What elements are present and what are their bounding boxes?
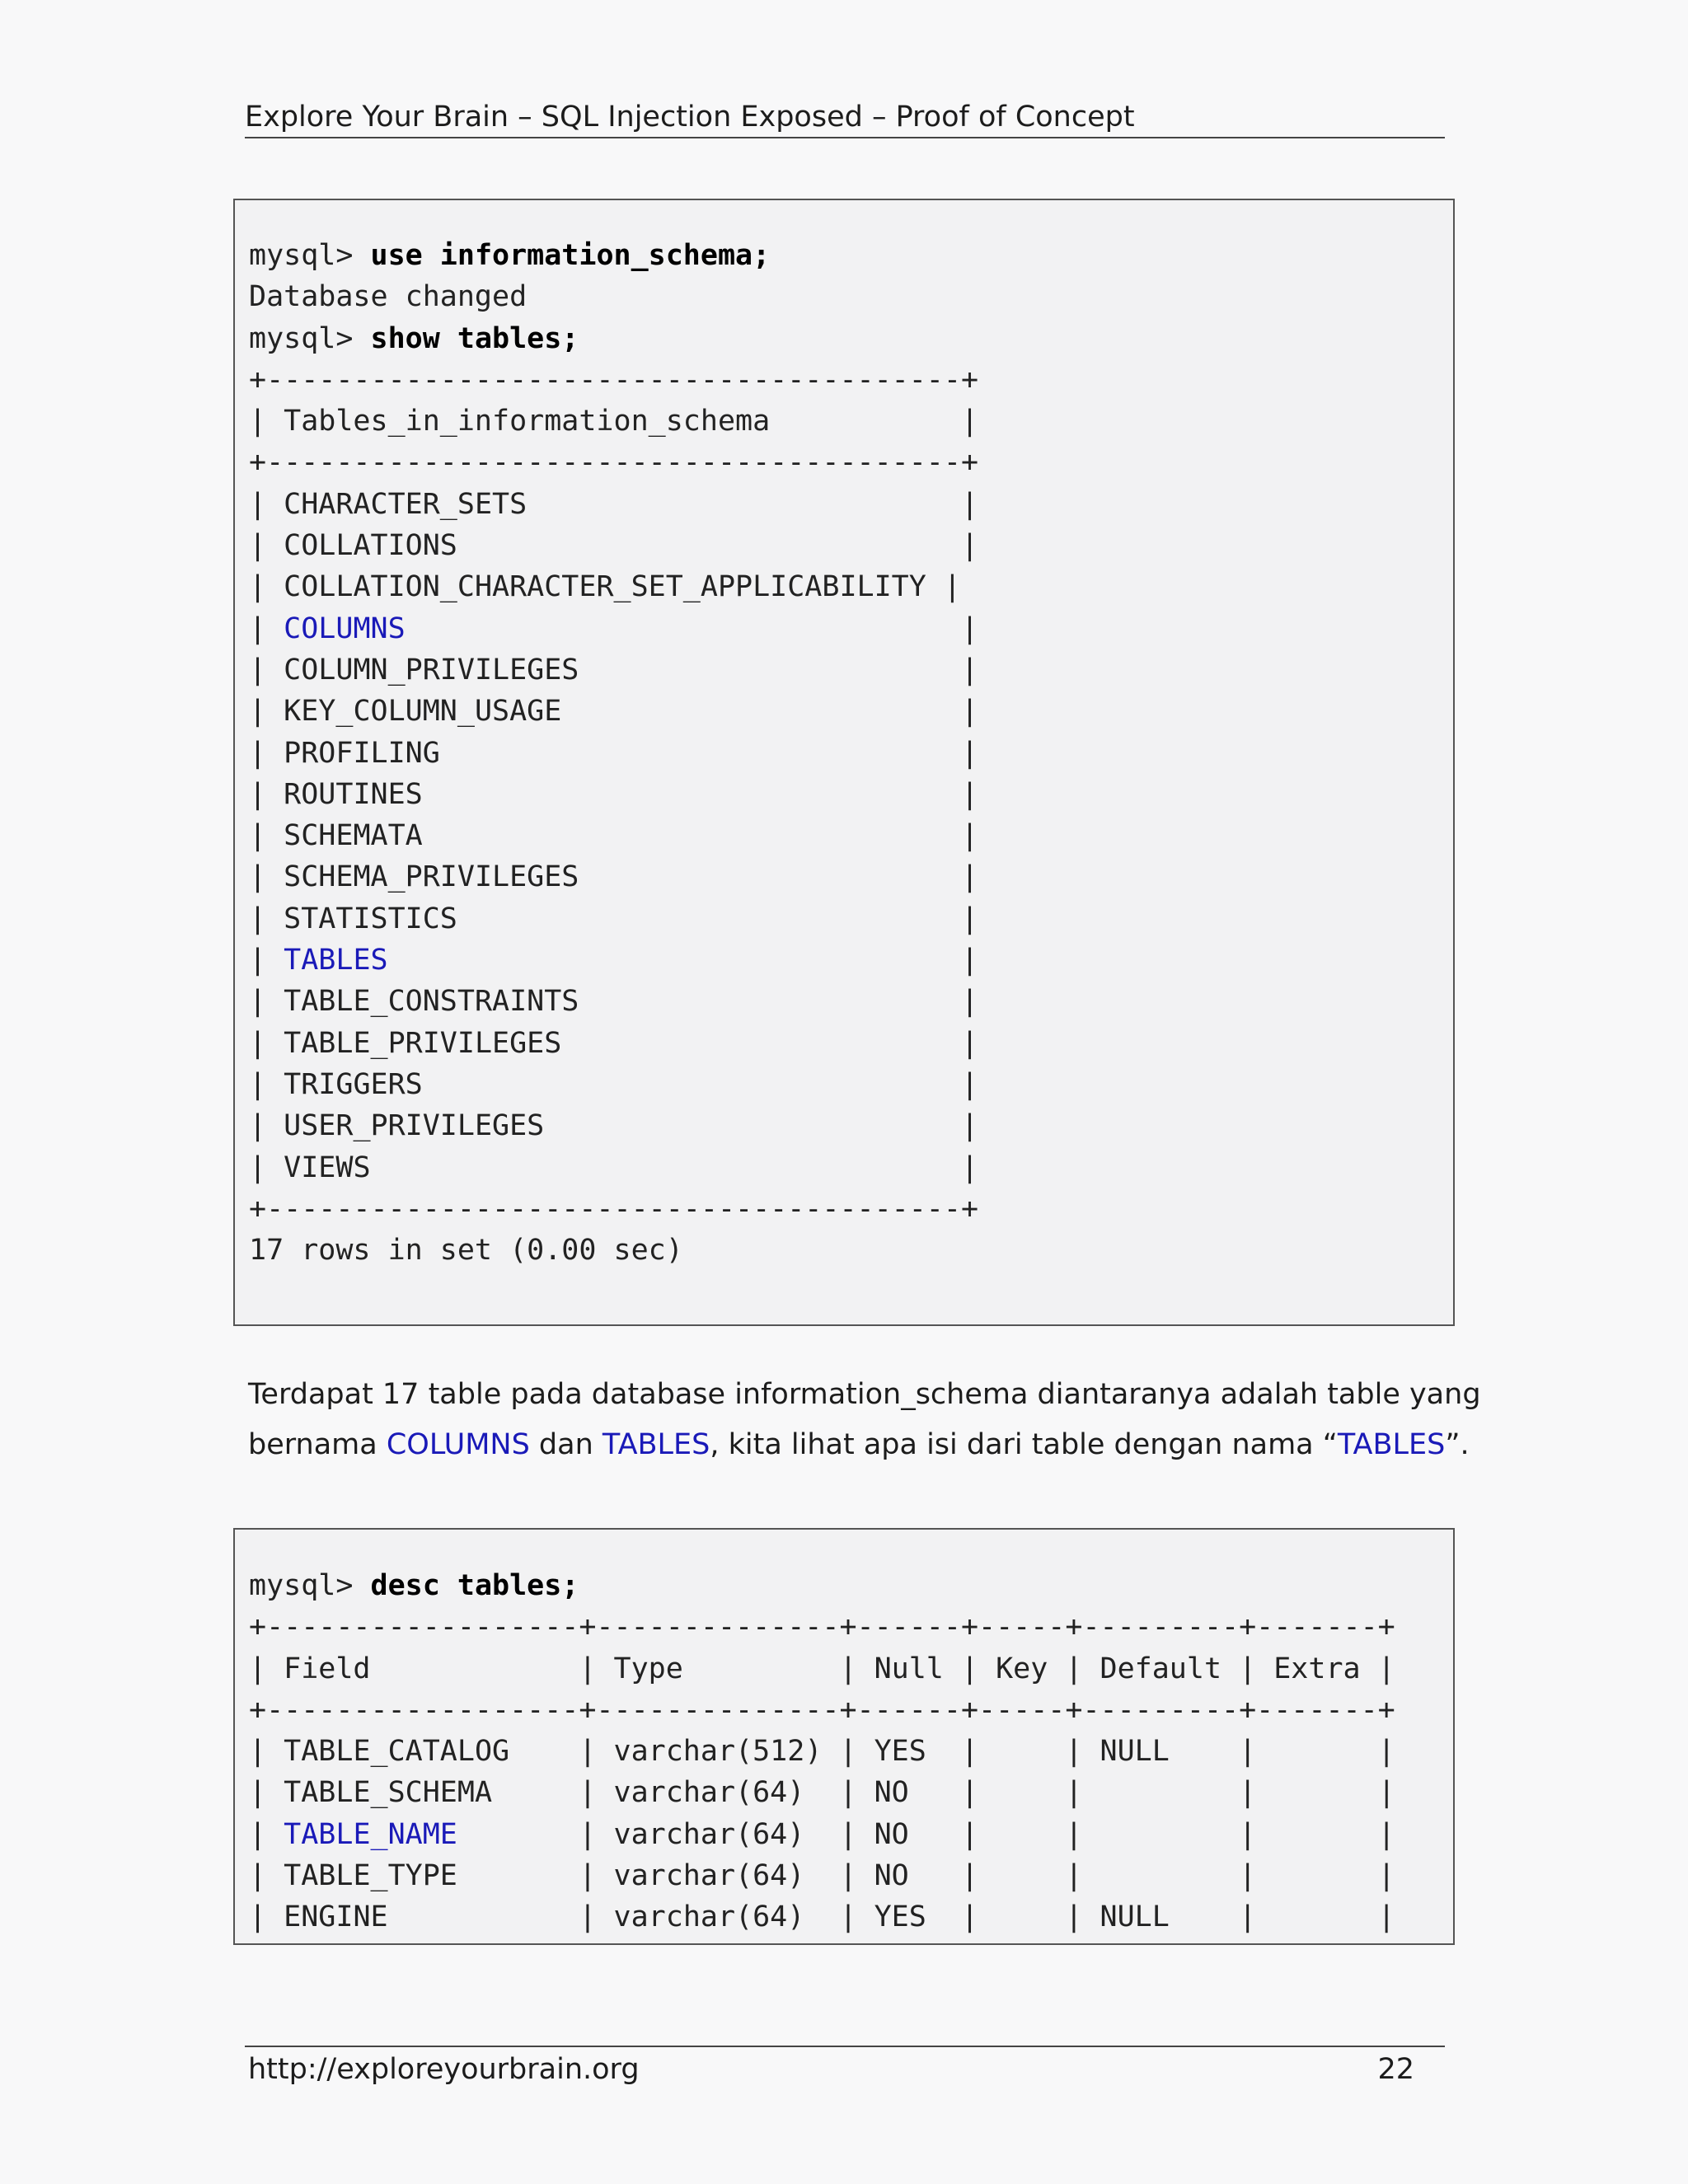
page-footer [245,2046,1445,2092]
highlight-tables: TABLES [602,1428,710,1461]
table-name: KEY_COLUMN_USAGE [284,695,562,729]
command-desc-tables: desc tables; [370,1569,579,1602]
table-name: ROUTINES [284,777,423,811]
table-name: COLUMN_PRIVILEGES [284,653,579,687]
table-name: SCHEMA_PRIVILEGES [284,860,579,894]
table-name: STATISTICS [284,902,457,935]
code-line-desc [249,1565,1453,1606]
table-row: | USER_PRIVILEGES | [249,1109,979,1143]
table-row: | ROUTINES | [249,777,979,811]
table-name: TRIGGERS [284,1067,423,1101]
mysql-prompt: mysql> [249,321,371,355]
table-border: +----------------------------------------+ [249,1192,979,1226]
code-line-show [249,318,1453,359]
code-block-desc-tables [233,1528,1455,1945]
table-header-row: | Field | Type | Null | Key | Default | Extra | [249,1652,1395,1685]
table-row: | TRIGGERS | [249,1067,979,1101]
table-row: | PROFILING | [249,736,979,770]
table-row: | TABLES | [249,944,979,977]
table-row: | TABLE_CONSTRAINTS | [249,985,979,1019]
table-header-row: | Tables_in_information_schema | [249,405,979,438]
highlight-columns: COLUMNS [386,1428,530,1461]
highlight-tables-quoted: TABLES [1337,1428,1446,1461]
footer-url[interactable]: http://exploreyourbrain.org [248,2053,640,2086]
table-row: | KEY_COLUMN_USAGE | [249,695,979,729]
mysql-prompt: mysql> [249,1569,371,1602]
field-name: ENGINE [284,1900,388,1934]
field-name: TABLE_SCHEMA [284,1776,493,1810]
table-name-highlighted: TABLES [284,944,388,977]
table-row: | TABLE_PRIVILEGES | [249,1026,979,1060]
table-row: | TABLE_NAME | varchar(64) | NO | | | | [249,1817,1395,1851]
page-header [245,97,1445,138]
header-title: Explore Your Brain – SQL Injection Exposed – Proof of Concept [245,101,1135,134]
code-block-show-tables [233,199,1455,1326]
table-border: +------------------+--------------+------+-----+---------+-------+ [249,1693,1395,1727]
field-name: TABLE_CATALOG [284,1735,510,1769]
table-border: +----------------------------------------+ [249,446,979,480]
field-name: TABLE_TYPE [284,1859,457,1893]
table-row: | COLLATIONS | [249,529,979,563]
table-name: TABLE_PRIVILEGES [284,1026,562,1060]
table-name: USER_PRIVILEGES [284,1109,545,1143]
code-line-use [249,235,1453,276]
table-row: | COLUMNS | [249,612,979,645]
table-row: | TABLE_CATALOG | varchar(512) | YES | | NULL | | [249,1735,1395,1769]
table-name: SCHEMATA [284,819,423,853]
table-row: | ENGINE | varchar(64) | YES | | NULL | | [249,1900,1395,1934]
table-row: | COLUMN_PRIVILEGES | [249,653,979,687]
table-border: +----------------------------------------+ [249,363,979,396]
table-row: | VIEWS | [249,1151,979,1184]
field-name-highlighted: TABLE_NAME [284,1817,457,1851]
table-row: | SCHEMA_PRIVILEGES | [249,860,979,894]
body-paragraph [248,1370,1481,1470]
mysql-prompt: mysql> [249,239,371,272]
command-show-tables: show tables; [370,321,579,355]
paragraph-line-2: bernama COLUMNS dan TABLES, kita lihat apa isi dari table dengan nama “TABLES”. [248,1428,1470,1461]
table-row: | SCHEMATA | [249,819,979,853]
table-row: | STATISTICS | [249,902,979,935]
table-row: | COLLATION_CHARACTER_SET_APPLICABILITY | [249,570,961,604]
command-use: use information_schema; [370,239,771,272]
table-row: | TABLE_TYPE | varchar(64) | NO | | | | [249,1859,1395,1893]
rows-summary: 17 rows in set (0.00 sec) [249,1234,683,1268]
table-name: COLLATION_CHARACTER_SET_APPLICABILITY [284,570,926,604]
table-name-highlighted: COLUMNS [284,612,406,645]
paragraph-line-1: Terdapat 17 table pada database information_schema diantaranya adalah table yang [248,1378,1481,1411]
table-row: | CHARACTER_SETS | [249,487,979,521]
table-name: COLLATIONS [284,529,457,563]
table-name: TABLE_CONSTRAINTS [284,985,579,1019]
table-name: VIEWS [284,1151,371,1184]
table-name: CHARACTER_SETS [284,487,528,521]
page-number: 22 [1377,2053,1414,2086]
table-border: +------------------+--------------+------+-----+---------+-------+ [249,1610,1395,1644]
table-name: PROFILING [284,736,440,770]
table-row: | TABLE_SCHEMA | varchar(64) | NO | | | | [249,1776,1395,1810]
output-database-changed: Database changed [249,280,528,314]
